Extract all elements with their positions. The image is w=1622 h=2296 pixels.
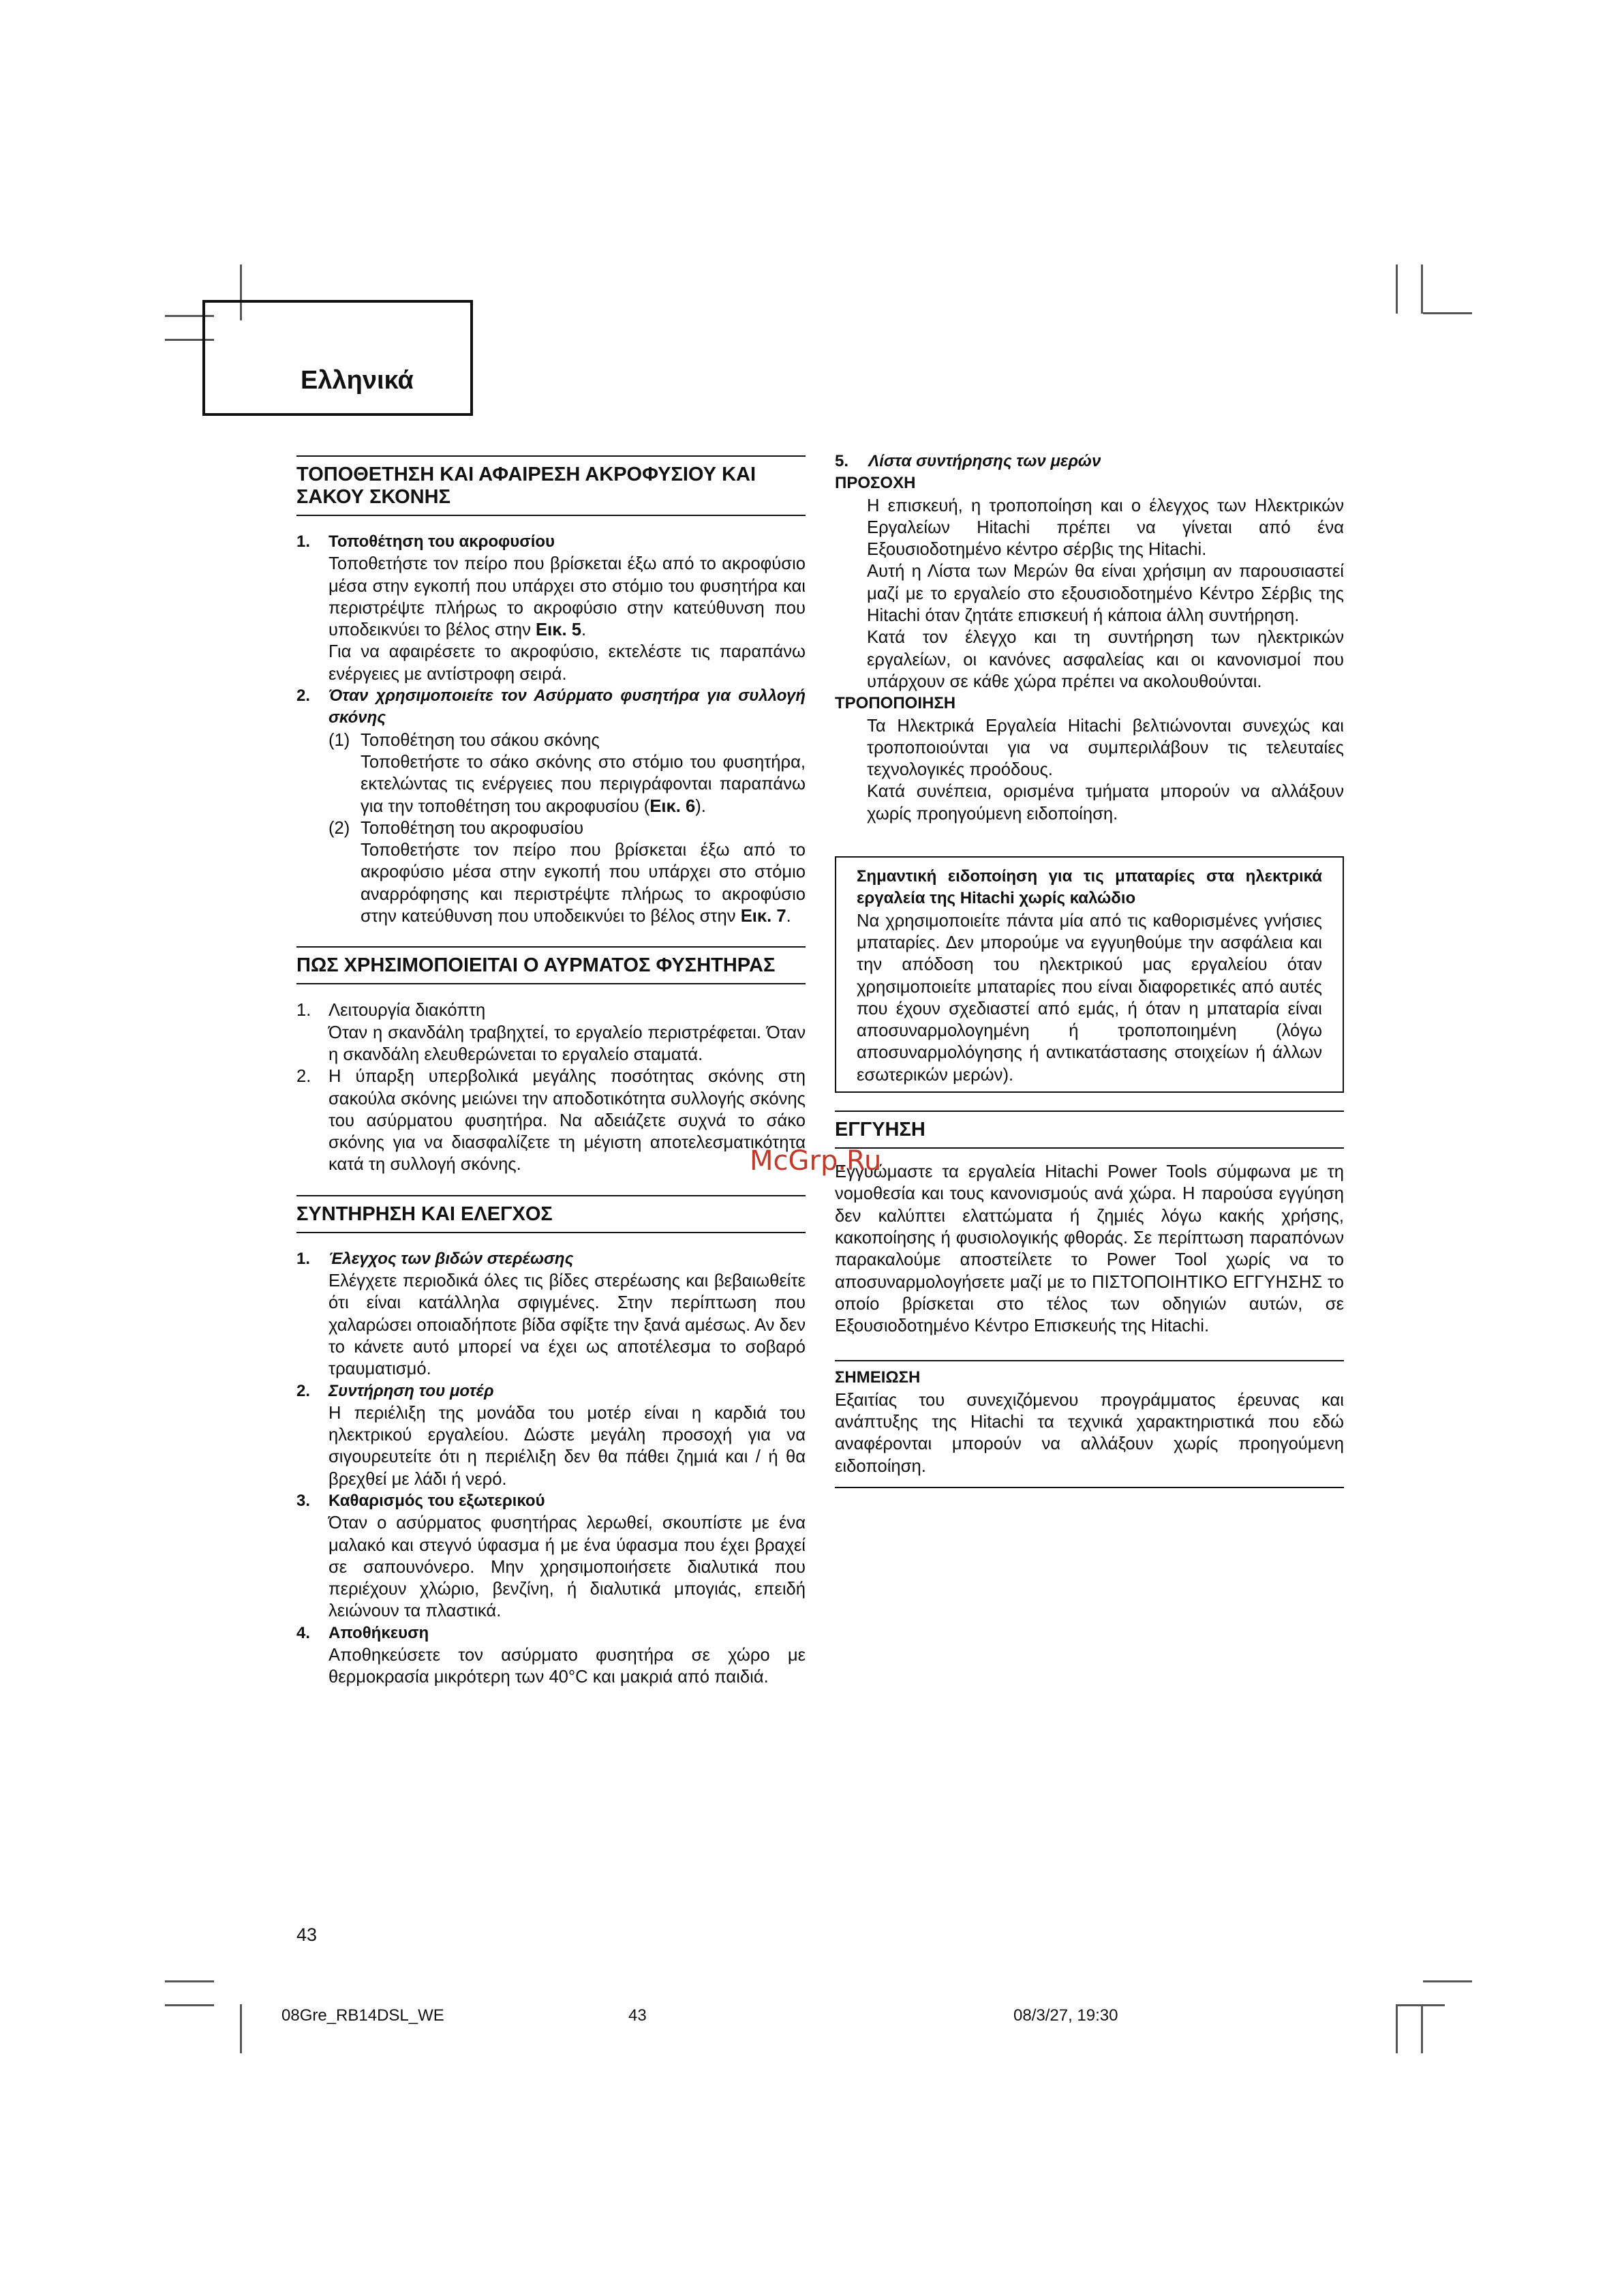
crop-mark xyxy=(165,2004,214,2006)
caution-text: Κατά τον έλεγχο και τη συντήρηση των ηλεκτρικών εργαλείων, οι κανόνες ασφαλείας και οι κανονισμοί που υπάρχουν σε κάθε χώρα πρέπει να ακολουθούνται. xyxy=(867,628,1344,691)
note-label: ΣΗΜΕΙΩΣΗ xyxy=(835,1368,921,1387)
crop-mark xyxy=(1421,265,1423,314)
figure-ref: Εικ. 5 xyxy=(536,620,581,640)
list-item: 4. Αποθήκευση Αποθηκεύσετε τον ασύρματο φυσητήρα σε χώρο με θερμοκρασία μικρότερη των 40°C και μακριά από παιδιά. xyxy=(296,1622,806,1689)
watermark: McGrp.Ru xyxy=(750,1145,882,1177)
list-item: 1. Έλεγχος των βιδών στερέωσης Ελέγχετε περιοδικά όλες τις βίδες στερέωσης και βεβαιωθείτε ότι είναι κατάλληλα σφιγμένες. Στην περίπτωση που χαλαρώσει οποιαδήποτε βίδα σφίξτε την ξανά αμέσως. Αν δεν το κάνετε αυτό μπορεί να έχει ως αποτέλεσμα το σοβαρό τραυματισμό. xyxy=(296,1248,806,1380)
sub-item-title: Τοποθέτηση του ακροφυσίου xyxy=(361,818,584,838)
sub-item-text: Τοποθετήστε το σάκο σκόνης στο στόμιο του φυσητήρα, εκτελώντας τις ενέργειες που περιγράφονται παραπάνω για την τοποθέτηση του ακροφυσίου (Εικ. 6). xyxy=(361,752,806,816)
language-label: Ελληνικά xyxy=(301,366,414,395)
caution-text: Αυτή η Λίστα των Μερών θα είναι χρήσιμη αν παρουσιαστεί μαζί με το εργαλείο στο εξουσιοδοτημένο Κέντρο Σέρβις της Hitachi όταν ζητάτε επισκευή ή κάποια άλλη συντήρηση. xyxy=(867,562,1344,626)
item-title: Όταν χρησιμοποιείτε τον Ασύρματο φυσητήρα για συλλογή σκόνης xyxy=(328,686,806,727)
item-text: Όταν ο ασύρματος φυσητήρας λερωθεί, σκουπίστε με ένα μαλακό και στεγνό ύφασμα ή με ένα ύφασμα που έχει βραχεί σε σαπουνόνερο. Μην χρησιμοποιήσετε διαλυτικά που περιέχουν χλώριο, βενζίνη, ή διαλυτικά μπογιάς, επειδή λειώνουν τα πλαστικά. xyxy=(328,1513,806,1621)
modification-label: ΤΡΟΠΟΠΟΙΗΣΗ xyxy=(835,694,956,713)
caution-label: ΠΡΟΣΟΧΗ xyxy=(835,474,916,493)
item-text: Τοποθετήστε τον πείρο που βρίσκεται έξω από το ακροφύσιο μέσα στην εγκοπή που υπάρχει στο στόμιο του φυσητήρα και περιστρέψτε πλήρως το ακροφύσιο στην κατεύθυνση που υποδεικνύει το βέλος στην Εικ. 5. xyxy=(328,554,806,640)
sub-item: (2) Τοποθέτηση του ακροφυσίου Τοποθετήστε τον πείρο που βρίσκεται έξω από το ακροφύσιο μέσα στην εγκοπή που υπάρχει στο στόμιο αναρρόφησης και περιστρέψτε πλήρως το ακροφύσιο στην κατεύθυνση που υποδεικνύει το βέλος στην Εικ. 7. xyxy=(328,817,806,927)
sub-item-title: Τοποθέτηση του σάκου σκόνης xyxy=(361,730,600,750)
modification-text: Τα Ηλεκτρικά Εργαλεία Hitachi βελτιώνονται συνεχώς και τροποποιούνται για να συμπεριλάβουν τις τελευταίες τεχνολογικές προόδους. xyxy=(867,716,1344,780)
crop-mark xyxy=(1396,265,1398,314)
crop-mark xyxy=(165,1980,214,1982)
crop-mark xyxy=(1423,1980,1472,1982)
list-item: 2. Η ύπαρξη υπερβολικά μεγάλης ποσότητας σκόνης στη σακούλα σκόνης μειώνει την αποδοτικότητα συλλογής σκόνης του ασύρματου φυσητήρα. Να αδειάζετε συχνά το σάκο σκόνης για να διασφαλίζετε τη μέγιστη αποτελεσματικότητα κατά τη συλλογή σκόνης. xyxy=(296,1066,806,1175)
modification-text: Κατά συνέπεια, ορισμένα τμήματα μπορούν να αλλάξουν χωρίς προηγούμενη ειδοποίηση. xyxy=(867,782,1344,824)
note-text: Εξαιτίας του συνεχιζόμενου προγράμματος έρευνας και ανάπτυξης της Hitachi τα τεχνικά χαρακτηριστικά που εδώ αναφέρονται μπορούν να αλλάξουν χωρίς προηγούμενη ειδοποίηση. xyxy=(835,1390,1344,1476)
warranty-text: Εγγυώμαστε τα εργαλεία Hitachi Power Tools σύμφωνα με τη νομοθεσία και τους κανονισμούς ανά χώρα. Η παρούσα εγγύηση δεν καλύπτει ελαττώματα ή ζημιές λόγω κακής χρήσης, κακοποίησης ή φυσιολογικής φθοράς. Σε περίπτωση παραπόνων παρακαλούμε αποστείλετε το Power Tool χωρίς να το αποσυναρμολογήσετε μαζί με το ΠΙΣΤΟΠΟΙΗΤΙΚΟ ΕΓΓΥΗΣΗΣ το οποίο βρίσκεται στο τέλος των οδηγιών αυτών, σε Εξουσιοδοτημένο Κέντρο Επισκευής της Hitachi. xyxy=(835,1162,1344,1336)
list-item: 3. Καθαρισμός του εξωτερικού Όταν ο ασύρματος φυσητήρας λερωθεί, σκουπίστε με ένα μαλακό και στεγνό ύφασμα ή με ένα ύφασμα που έχει βραχεί σε σαπουνόνερο. Μην χρησιμοποιήσετε διαλυτικά που περιέχουν χλώριο, βενζίνη, ή διαλυτικά μπογιάς, επειδή λειώνουν τα πλαστικά. xyxy=(296,1490,806,1622)
notice-text: Να χρησιμοποιείτε πάντα μία από τις καθορισμένες γνήσιες μπαταρίες. Δεν μπορούμε να εγγυηθούμε την ασφάλεια και την απόδοση του ηλεκτρικού μας εργαλείου όταν χρησιμοποιείτε μπαταρίες που είναι διαφορετικές από αυτές που έχουν σχεδιαστεί από εμάς, ή όταν η μπαταρία είναι αποσυναρμολογημένη ή τροποποιημένη (λόγω αποσυναρμολόγησης ή αντικατάστασης στοιχείων ή άλλων εσωτερικών μερών). xyxy=(857,911,1322,1085)
footer-page: 43 xyxy=(628,2006,647,2025)
figure-ref: Εικ. 6 xyxy=(649,796,696,816)
sub-item: (1) Τοποθέτηση του σάκου σκόνης Τοποθετήστε το σάκο σκόνης στο στόμιο του φυσητήρα, εκτελώντας τις ενέργειες που περιγράφονται παραπάνω για την τοποθέτηση του ακροφυσίου (Εικ. 6). xyxy=(328,729,806,817)
item-text: Όταν η σκανδάλη τραβηχτεί, το εργαλείο περιστρέφεται. Όταν η σκανδάλη ελευθερώνεται το εργαλείο σταματά. xyxy=(328,1023,806,1064)
page-number: 43 xyxy=(296,1924,318,1945)
sub-item-text: Τοποθετήστε τον πείρο που βρίσκεται έξω από το ακροφύσιο μέσα στην εγκοπή που υπάρχει στο στόμιο αναρρόφησης και περιστρέψτε πλήρως το ακροφύσιο στην κατεύθυνση που υποδεικνύει το βέλος στην Εικ. 7. xyxy=(361,841,806,926)
left-column xyxy=(296,455,806,1689)
section-bottom-rule xyxy=(835,1487,1344,1488)
item-title: Τοποθέτηση του ακροφυσίου xyxy=(328,532,555,551)
item-title: Έλεγχος των βιδών στερέωσης xyxy=(328,1249,574,1268)
item-text: Αποθηκεύσετε τον ασύρματο φυσητήρα σε χώρο με θερμοκρασία μικρότερη των 40°C και μακριά από παιδιά. xyxy=(328,1646,806,1687)
section-title-maintenance: ΣΥΝΤΗΡΗΣΗ ΚΑΙ ΕΛΕΓΧΟΣ xyxy=(296,1196,806,1233)
footer-date: 08/3/27, 19:30 xyxy=(1013,2006,1118,2025)
item-text: Η ύπαρξη υπερβολικά μεγάλης ποσότητας σκόνης στη σακούλα σκόνης μειώνει την αποδοτικότητα συλλογής σκόνης του ασύρματου φυσητήρα. Να αδειάζετε συχνά το σάκο σκόνης για να διασφαλίζετε τη μέγιστη αποτελεσματικότητα κατά τη συλλογή σκόνης. xyxy=(328,1067,806,1175)
crop-mark xyxy=(240,2004,242,2053)
item-text: Για να αφαιρέσετε το ακροφύσιο, εκτελέστε τις παραπάνω ενέργειες με αντίστροφη σειρά. xyxy=(328,642,806,684)
crop-mark xyxy=(1421,2004,1423,2053)
section-title-warranty: ΕΓΓΥΗΣΗ xyxy=(835,1112,1344,1149)
section-title-nozzle-bag: ΤΟΠΟΘΕΤΗΣΗ ΚΑΙ ΑΦΑΙΡΕΣΗ ΑΚΡΟΦΥΣΙΟΥ ΚΑΙ ΣΑΚΟΥ ΣΚΟΝΗΣ xyxy=(296,457,806,516)
battery-notice-box xyxy=(835,856,1344,1093)
item-title: Συντήρηση του μοτέρ xyxy=(328,1381,494,1400)
footer-file-name: 08Gre_RB14DSL_WE xyxy=(281,2006,444,2025)
list-item: 2. Όταν χρησιμοποιείτε τον Ασύρματο φυσητήρα για συλλογή σκόνης (1) Τοποθέτηση του σάκου σκόνης Τοποθετήστε το σάκο σκόνης στο στόμιο του φυσητήρα, εκτελώντας τις ενέργειες που περιγράφονται παραπάνω για την τοποθέτηση του ακροφυσίου (Εικ. 6). (2) Τοποθέτηση του ακροφυσίου Τοποθετήστε τον πείρο που βρίσκεται έξω από το ακροφύσιο μέσα στην εγκοπή που υπάρχει στο στόμιο αναρρόφησης και περιστρέψτε πλήρως το ακροφύσιο στην κατεύθυνση που υποδεικνύει το βέλος στην Εικ. 7. xyxy=(296,685,806,927)
list-item: 5. Λίστα συντήρησης των μερών xyxy=(835,452,1101,470)
list-item: 1. Τοποθέτηση του ακροφυσίου Τοποθετήστε τον πείρο που βρίσκεται έξω από το ακροφύσιο μέσα στην εγκοπή που υπάρχει στο στόμιο του φυσητήρα και περιστρέψτε πλήρως το ακροφύσιο στην κατεύθυνση που υποδεικνύει το βέλος στην Εικ. 5. Για να αφαιρέσετε το ακροφύσιο, εκτελέστε τις παραπάνω ενέργειες με αντίστροφη σειρά. xyxy=(296,531,806,685)
crop-mark xyxy=(1423,312,1472,314)
list-item: 2. Συντήρηση του μοτέρ Η περιέλιξη της μονάδα του μοτέρ είναι η καρδιά του ηλεκτρικού εργαλείου. Δώστε μεγάλη προσοχή για να σιγουρευτείτε ότι η περιέλιξη δεν θα πάθει ζημιά και / ή θα βρεχθεί με λάδι ή νερό. xyxy=(296,1380,806,1490)
language-tab xyxy=(202,300,473,416)
list-item: 1. Λειτουργία διακόπτη Όταν η σκανδάλη τραβηχτεί, το εργαλείο περιστρέφεται. Όταν η σκανδάλη ελευθερώνεται το εργαλείο σταματά. xyxy=(296,999,806,1066)
item-title: Καθαρισμός του εξωτερικού xyxy=(328,1491,545,1510)
notice-title: Σημαντική ειδοποίηση για τις μπαταρίες στα ηλεκτρικά εργαλεία της Hitachi χωρίς καλώδιο xyxy=(857,867,1322,908)
item-title: Λειτουργία διακόπτη xyxy=(328,1001,486,1021)
item-title: Λίστα συντήρησης των μερών xyxy=(868,452,1101,470)
item-text: Ελέγχετε περιοδικά όλες τις βίδες στερέωσης και βεβαιωθείτε ότι είναι κατάλληλα σφιγμένες. Στην περίπτωση που χαλαρώσει οποιαδήποτε βίδα σφίξτε την ξανά αμέσως. Αν δεν το κάνετε αυτό μπορεί να έχει ως αποτέλεσμα το σοβαρό τραυματισμό. xyxy=(328,1271,806,1379)
right-column xyxy=(835,450,1344,1488)
crop-mark xyxy=(1396,2004,1445,2006)
item-text: Η περιέλιξη της μονάδα του μοτέρ είναι η καρδιά του ηλεκτρικού εργαλείου. Δώστε μεγάλη προσοχή για να σιγουρευτείτε ότι η περιέλιξη δεν θα πάθει ζημιά και / ή θα βρεχθεί με λάδι ή νερό. xyxy=(328,1403,806,1489)
crop-mark xyxy=(1396,2004,1398,2053)
caution-text: Η επισκευή, η τροποποίηση και ο έλεγχος των Ηλεκτρικών Εργαλείων Hitachi πρέπει να γίνεται από ένα Εξουσιοδοτημένο κέντρο σέρβις της Hitachi. xyxy=(867,496,1344,560)
figure-ref: Εικ. 7 xyxy=(740,907,786,926)
item-title: Αποθήκευση xyxy=(328,1623,429,1642)
section-title-usage: ΠΩΣ ΧΡΗΣΙΜΟΠΟΙΕΙΤΑΙ Ο ΑΥΡΜΑΤΟΣ ΦΥΣΗΤΗΡΑΣ xyxy=(296,948,806,984)
